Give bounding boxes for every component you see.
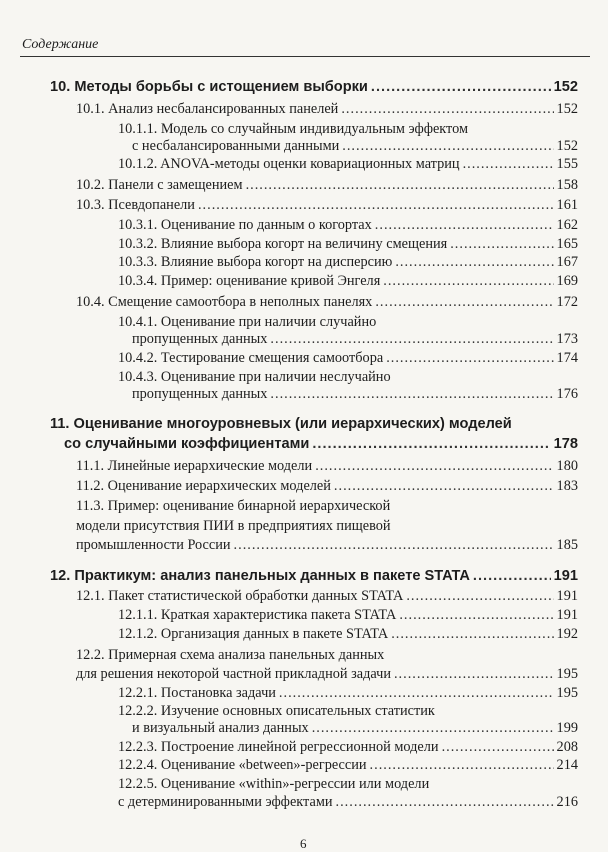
toc-entry-title: 12. Практикум: анализ панельных данных в пакете STATA xyxy=(50,568,470,584)
toc-entry-10-2[interactable] xyxy=(76,176,578,194)
leader-dots xyxy=(391,625,553,643)
toc-entry-title: 11.2. Оценивание иерархических моделей xyxy=(76,478,331,494)
toc-entry-title: с несбалансированными данными xyxy=(132,138,340,154)
toc-entry-10-1-1[interactable] xyxy=(132,137,578,155)
toc-entry-title: 11.1. Линейные иерархические модели xyxy=(76,458,313,474)
leader-dots xyxy=(312,435,550,453)
toc-entry-10-1[interactable] xyxy=(76,100,578,118)
toc-entry-page: 165 xyxy=(556,236,578,252)
toc-entry-10-3[interactable] xyxy=(76,196,578,214)
header-rule xyxy=(20,56,590,57)
toc-entry-12-2-line-1: 12.2. Примерная схема анализа панельных данных xyxy=(76,647,385,663)
toc-entry-chapter-11-line-1: 11. Оценивание многоуровневых (или иерархических) моделей xyxy=(50,416,512,432)
leader-dots xyxy=(234,536,554,554)
toc-entry-title: промышленности России xyxy=(76,537,231,553)
toc-entry-title: 12.1.1. Краткая характеристика пакета STATA xyxy=(118,607,397,623)
leader-dots xyxy=(473,567,551,585)
toc-entry-page: 214 xyxy=(556,757,578,773)
toc-entry-10-4-1[interactable] xyxy=(132,330,578,348)
leader-dots xyxy=(312,719,554,737)
leader-dots xyxy=(375,216,554,234)
toc-entry-page: 183 xyxy=(556,478,578,494)
leader-dots xyxy=(450,235,553,253)
toc-entry-title: 10.1.2. ANOVA-методы оценки ковариационных матриц xyxy=(118,156,460,172)
toc-entry-title: 12.2.1. Постановка задачи xyxy=(118,685,276,701)
toc-entry-page: 172 xyxy=(556,294,578,310)
toc-entry-title: для решения некоторой частной прикладной задачи xyxy=(76,666,391,682)
toc-entry-title: пропущенных данных xyxy=(132,386,268,402)
toc-entry-10-4-2[interactable] xyxy=(118,349,578,367)
toc-entry-page: 178 xyxy=(553,436,578,452)
toc-entry-title: 10.3.2. Влияние выбора когорт на величину смещения xyxy=(118,236,448,252)
leader-dots xyxy=(246,176,554,194)
toc-entry-chapter-11[interactable] xyxy=(64,435,578,453)
toc-entry-title: 10.3.1. Оценивание по данным о когортах xyxy=(118,217,372,233)
toc-entry-title: пропущенных данных xyxy=(132,331,268,347)
toc-entry-title: 10.3.4. Пример: оценивание кривой Энгеля xyxy=(118,273,381,289)
toc-entry-page: 199 xyxy=(556,720,578,736)
toc-entry-title: 10.3. Псевдопанели xyxy=(76,197,195,213)
toc-entry-page: 191 xyxy=(556,588,578,604)
toc-entry-12-2-3[interactable] xyxy=(118,738,578,756)
toc-entry-12-2-2[interactable] xyxy=(132,719,578,737)
leader-dots xyxy=(371,78,551,96)
toc-entry-12-2-1[interactable] xyxy=(118,684,578,702)
toc-entry-10-3-2[interactable] xyxy=(118,235,578,253)
leader-dots xyxy=(342,137,553,155)
leader-dots xyxy=(370,756,554,774)
toc-entry-title: 12.2.4. Оценивание «between»-регрессии xyxy=(118,757,367,773)
toc-entry-11-3-line-1: 11.3. Пример: оценивание бинарной иерархической xyxy=(76,498,391,514)
toc-entry-page: 195 xyxy=(556,666,578,682)
toc-entry-12-1-1[interactable] xyxy=(118,606,578,624)
toc-entry-10-4-1-line-1: 10.4.1. Оценивание при наличии случайно xyxy=(118,314,377,330)
toc-entry-page: 191 xyxy=(553,568,578,584)
toc-entry-12-2[interactable] xyxy=(76,665,578,683)
toc-entry-page: 176 xyxy=(556,386,578,402)
toc-entry-page: 180 xyxy=(556,458,578,474)
toc-entry-page: 216 xyxy=(556,794,578,810)
leader-dots xyxy=(334,477,554,495)
toc-entry-10-3-4[interactable] xyxy=(118,272,578,290)
leader-dots xyxy=(399,606,553,624)
toc-entry-page: 185 xyxy=(556,537,578,553)
running-head: Содержание xyxy=(22,37,99,52)
toc-entry-title: 10.1. Анализ несбалансированных панелей xyxy=(76,101,339,117)
leader-dots xyxy=(336,793,554,811)
toc-entry-page: 152 xyxy=(556,101,578,117)
toc-entry-page: 152 xyxy=(553,79,578,95)
toc-entry-title: 12.2.3. Построение линейной регрессионной модели xyxy=(118,739,439,755)
leader-dots xyxy=(270,330,553,348)
leader-dots xyxy=(394,665,554,683)
leader-dots xyxy=(270,385,553,403)
toc-entry-11-1[interactable] xyxy=(76,457,578,475)
toc-entry-title: 10.3.3. Влияние выбора когорт на дисперсию xyxy=(118,254,393,270)
toc-entry-12-2-5[interactable] xyxy=(118,793,578,811)
toc-entry-10-3-1[interactable] xyxy=(118,216,578,234)
toc-entry-11-3[interactable] xyxy=(76,536,578,554)
toc-entry-page: 195 xyxy=(556,685,578,701)
toc-entry-page: 169 xyxy=(556,273,578,289)
toc-entry-page: 158 xyxy=(556,177,578,193)
leader-dots xyxy=(442,738,554,756)
toc-entry-10-4-3[interactable] xyxy=(132,385,578,403)
toc-entry-chapter-10[interactable] xyxy=(50,78,578,96)
leader-dots xyxy=(463,155,554,173)
toc-entry-12-1-2[interactable] xyxy=(118,625,578,643)
toc-entry-10-1-1-line-1: 10.1.1. Модель со случайным индивидуальным эффектом xyxy=(118,121,469,137)
leader-dots xyxy=(198,196,554,214)
toc-entry-11-3-line-2: модели присутствия ПИИ в предприятиях пищевой xyxy=(76,518,391,534)
toc-entry-page: 155 xyxy=(556,156,578,172)
toc-entry-title: 12.1.2. Организация данных в пакете STATA xyxy=(118,626,389,642)
leader-dots xyxy=(395,253,553,271)
toc-entry-title: со случайными коэффициентами xyxy=(64,436,310,452)
toc-entry-12-2-5-line-1: 12.2.5. Оценивание «within»-регрессии или модели xyxy=(118,776,430,792)
toc-entry-title: 10.4. Смещение самоотбора в неполных панелях xyxy=(76,294,373,310)
toc-entry-page: 174 xyxy=(556,350,578,366)
leader-dots xyxy=(406,587,553,605)
toc-entry-page: 192 xyxy=(556,626,578,642)
toc-entry-10-4-3-line-1: 10.4.3. Оценивание при наличии неслучайно xyxy=(118,369,391,385)
leader-dots xyxy=(341,100,553,118)
toc-entry-page: 173 xyxy=(556,331,578,347)
toc-entry-page: 167 xyxy=(556,254,578,270)
toc-entry-page: 208 xyxy=(556,739,578,755)
toc-entry-title: 12.1. Пакет статистической обработки данных STATA xyxy=(76,588,404,604)
toc-entry-page: 161 xyxy=(556,197,578,213)
toc-entry-title: и визуальный анализ данных xyxy=(132,720,309,736)
page-number: 6 xyxy=(300,836,307,851)
leader-dots xyxy=(279,684,554,702)
toc-entry-10-3-3[interactable] xyxy=(118,253,578,271)
toc-entry-page: 191 xyxy=(556,607,578,623)
toc-entry-title: 10.2. Панели с замещением xyxy=(76,177,243,193)
toc-entry-12-2-2-line-1: 12.2.2. Изучение основных описательных статистик xyxy=(118,703,435,719)
toc-entry-title: 10. Методы борьбы с истощением выборки xyxy=(50,79,368,95)
toc-entry-10-4[interactable] xyxy=(76,293,578,311)
toc-entry-page: 162 xyxy=(556,217,578,233)
leader-dots xyxy=(383,272,553,290)
leader-dots xyxy=(375,293,553,311)
toc-entry-10-1-2[interactable] xyxy=(118,155,578,173)
toc-entry-11-2[interactable] xyxy=(76,477,578,495)
toc-entry-title: 10.4.2. Тестирование смещения самоотбора xyxy=(118,350,384,366)
toc-entry-12-1[interactable] xyxy=(76,587,578,605)
toc-entry-page: 152 xyxy=(556,138,578,154)
leader-dots xyxy=(386,349,553,367)
toc-entry-chapter-12[interactable] xyxy=(50,567,578,585)
toc-entry-12-2-4[interactable] xyxy=(118,756,578,774)
toc-entry-title: с детерминированными эффектами xyxy=(118,794,333,810)
leader-dots xyxy=(315,457,553,475)
